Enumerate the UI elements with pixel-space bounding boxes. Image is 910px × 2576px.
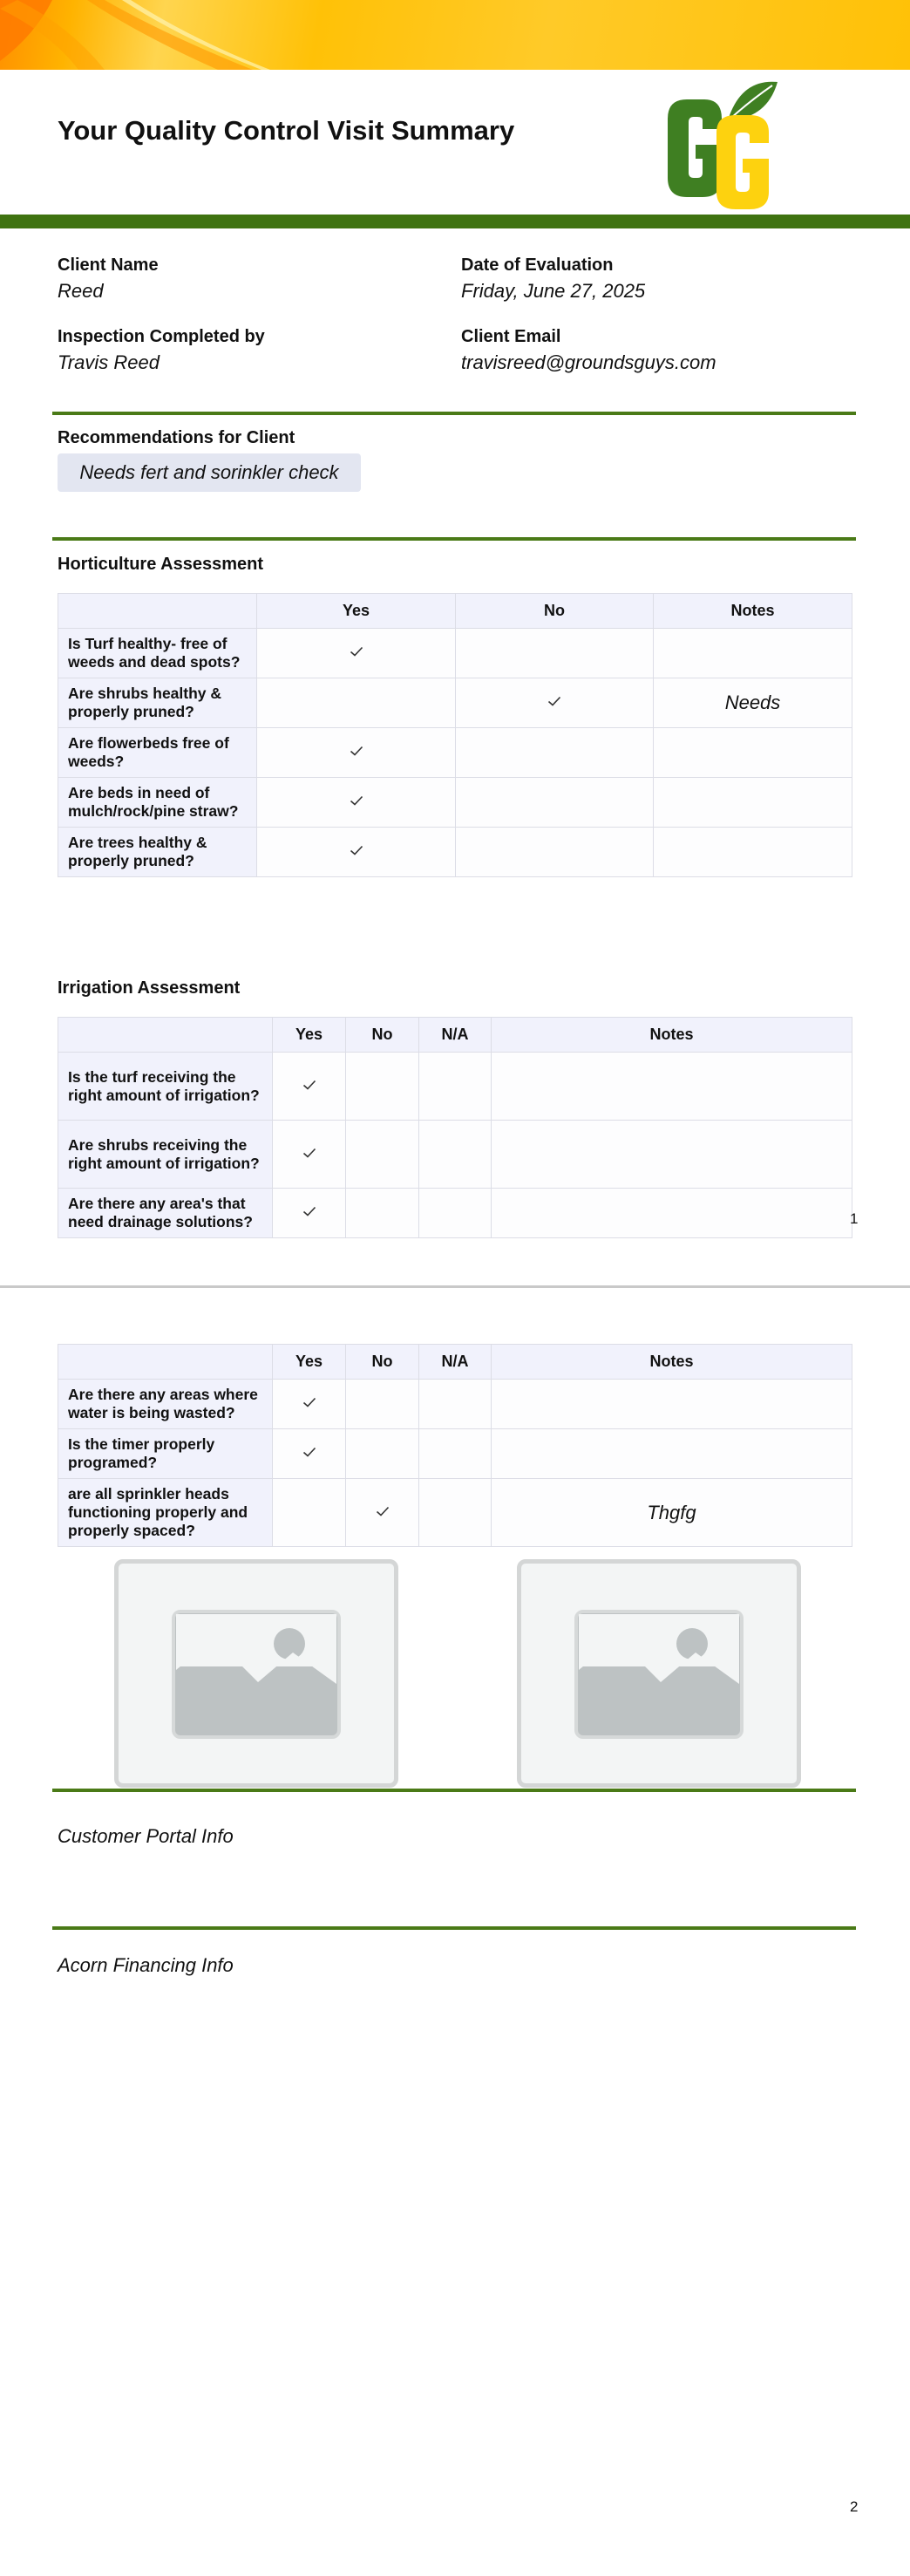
answer-cell-yes: [273, 1380, 346, 1429]
header-banner: [0, 0, 910, 70]
table-row: [58, 728, 852, 778]
section-divider: [52, 537, 856, 541]
column-header-notes: Notes: [654, 594, 852, 629]
question-cell: Is Turf healthy- free of weeds and dead spots?: [58, 629, 257, 678]
client-email-label: Client Email: [461, 327, 561, 346]
table-row: [58, 1053, 852, 1121]
inspector-value: Travis Reed: [58, 351, 160, 373]
header-cell-empty: [58, 1345, 273, 1380]
table-row: [58, 1380, 852, 1429]
client-email-value: travisreed@groundsguys.com: [461, 351, 716, 373]
checkmark-icon: [302, 1397, 316, 1407]
page-number: 2: [850, 2498, 859, 2515]
checkmark-icon: [302, 1148, 316, 1158]
banner-swoosh-graphic: [0, 0, 910, 70]
answer-cell-yes: [273, 1189, 346, 1238]
column-header-yes: Yes: [273, 1345, 346, 1380]
column-header-no: No: [346, 1345, 419, 1380]
checkmark-icon: [376, 1506, 390, 1516]
irrigation-table: [58, 1017, 852, 1238]
answer-cell-yes: [257, 828, 456, 877]
date-value: Friday, June 27, 2025: [461, 280, 646, 302]
answer-cell-na: [419, 1479, 492, 1547]
notes-cell: [654, 728, 852, 778]
answer-cell-yes: [257, 678, 456, 728]
table-row: [58, 1189, 852, 1238]
column-header-no: No: [346, 1018, 419, 1053]
customer-portal-info: Customer Portal Info: [58, 1825, 234, 1847]
table-row: [58, 678, 852, 728]
logo-gg-icon: [662, 75, 784, 211]
notes-cell: [492, 1053, 852, 1121]
checkmark-icon: [302, 1206, 316, 1216]
header-cell-empty: [58, 594, 257, 629]
question-cell: Is the timer properly programed?: [58, 1429, 273, 1479]
image-placeholder-icon: [171, 1609, 342, 1740]
column-header-yes: Yes: [273, 1018, 346, 1053]
answer-cell-yes: [257, 778, 456, 828]
notes-cell: [654, 828, 852, 877]
notes-cell: [492, 1429, 852, 1479]
checkmark-icon: [350, 646, 363, 657]
photo-placeholder-1: [114, 1559, 398, 1788]
table-row: [58, 828, 852, 877]
horticulture-table: [58, 593, 852, 877]
answer-cell-na: [419, 1380, 492, 1429]
section-divider: [52, 1789, 856, 1792]
page-number: 1: [850, 1210, 859, 1227]
checkmark-icon: [302, 1447, 316, 1457]
notes-cell: [492, 1380, 852, 1429]
question-cell: Are beds in need of mulch/rock/pine straw?: [58, 778, 257, 828]
answer-cell-yes: [257, 728, 456, 778]
question-cell: Are there any area's that need drainage solutions?: [58, 1189, 273, 1238]
notes-cell: [492, 1189, 852, 1238]
notes-cell: Needs: [654, 678, 852, 728]
date-label: Date of Evaluation: [461, 256, 614, 275]
financing-info: Acorn Financing Info: [58, 1954, 234, 1976]
horticulture-title: Horticulture Assessment: [58, 555, 263, 574]
column-header-no: No: [456, 594, 654, 629]
table-row: [58, 629, 852, 678]
answer-cell-na: [419, 1121, 492, 1189]
answer-cell-yes: [273, 1479, 346, 1547]
notes-cell: Thgfg: [492, 1479, 852, 1547]
column-header-notes: Notes: [492, 1018, 852, 1053]
answer-cell-no: [346, 1380, 419, 1429]
answer-cell-yes: [257, 629, 456, 678]
header-cell-empty: [58, 1018, 273, 1053]
column-header-yes: Yes: [257, 594, 456, 629]
question-cell: Are shrubs receiving the right amount of irrigation?: [58, 1121, 273, 1189]
header-divider-bar: [0, 215, 910, 228]
client-name-value: Reed: [58, 280, 104, 302]
answer-cell-no: [346, 1429, 419, 1479]
question-cell: are all sprinkler heads functioning properly and properly spaced?: [58, 1479, 273, 1547]
section-divider: [52, 412, 856, 415]
table-row: [58, 778, 852, 828]
question-cell: Is the turf receiving the right amount of irrigation?: [58, 1053, 273, 1121]
notes-cell: [654, 629, 852, 678]
question-cell: Are flowerbeds free of weeds?: [58, 728, 257, 778]
photo-placeholder-2: [517, 1559, 801, 1788]
client-name-label: Client Name: [58, 256, 159, 275]
answer-cell-yes: [273, 1053, 346, 1121]
inspector-label: Inspection Completed by: [58, 327, 265, 346]
question-cell: Are shrubs healthy & properly pruned?: [58, 678, 257, 728]
recommendations-box: Needs fert and sorinkler check: [58, 453, 361, 492]
company-logo: [662, 75, 784, 211]
checkmark-icon: [350, 795, 363, 806]
answer-cell-yes: [273, 1121, 346, 1189]
image-placeholder-icon: [574, 1609, 744, 1740]
question-cell: Are trees healthy & properly pruned?: [58, 828, 257, 877]
notes-cell: [492, 1121, 852, 1189]
answer-cell-na: [419, 1429, 492, 1479]
page-break: [0, 1285, 910, 1288]
irrigation-table-continued: [58, 1344, 852, 1547]
answer-cell-no: [456, 678, 654, 728]
checkmark-icon: [350, 746, 363, 756]
answer-cell-na: [419, 1189, 492, 1238]
answer-cell-no: [346, 1189, 419, 1238]
checkmark-icon: [302, 1080, 316, 1090]
answer-cell-no: [456, 828, 654, 877]
column-header-na: N/A: [419, 1018, 492, 1053]
recommendations-title: Recommendations for Client: [58, 428, 295, 447]
answer-cell-no: [346, 1053, 419, 1121]
table-row: [58, 1429, 852, 1479]
answer-cell-no: [456, 629, 654, 678]
table-row: [58, 1479, 852, 1547]
answer-cell-na: [419, 1053, 492, 1121]
answer-cell-yes: [273, 1429, 346, 1479]
question-cell: Are there any areas where water is being wasted?: [58, 1380, 273, 1429]
column-header-na: N/A: [419, 1345, 492, 1380]
answer-cell-no: [456, 728, 654, 778]
notes-cell: [654, 778, 852, 828]
page-title: Your Quality Control Visit Summary: [58, 115, 515, 146]
column-header-notes: Notes: [492, 1345, 852, 1380]
answer-cell-no: [456, 778, 654, 828]
table-row: [58, 1121, 852, 1189]
answer-cell-no: [346, 1479, 419, 1547]
answer-cell-no: [346, 1121, 419, 1189]
checkmark-icon: [547, 696, 561, 706]
irrigation-title: Irrigation Assessment: [58, 978, 241, 998]
checkmark-icon: [350, 845, 363, 855]
section-divider: [52, 1926, 856, 1930]
